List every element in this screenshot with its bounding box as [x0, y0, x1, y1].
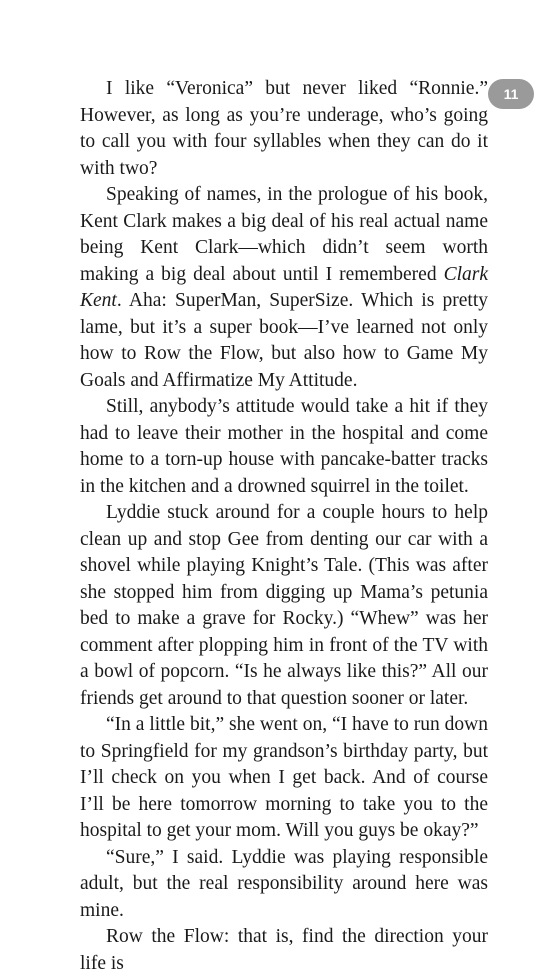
italic-text: Clark Kent: [80, 263, 488, 311]
paragraph: [80, 182, 488, 394]
paragraph: Still, anybody’s attitude would take a hit if they had to leave their mother in the hospital and come home to a torn-up house with pancake-batter tracks in the kitchen and a drowned squirrel in the toilet.: [80, 396, 488, 497]
paragraph: I like “Veronica” but never liked “Ronnie.” However, as long as you’re underage, who’s going to call you with four syllables when they can do it with two?: [80, 78, 488, 179]
paragraph: Lyddie stuck around for a couple hours to help clean up and stop Gee from denting our car with a shovel while playing Knight’s Tale. (This was after she stopped him from digging up Mama’s petunia bed to make a grave for Rocky.) “Whew” was her comment after plopping him in front of the TV with a bowl of popcorn. “Is he always like this?” All our friends get around to that question sooner or later.: [80, 502, 488, 709]
paragraph: “Sure,” I said. Lyddie was playing responsible adult, but the real responsibility around here was mine.: [80, 846, 488, 921]
page-number-badge: 11: [488, 79, 534, 109]
paragraph-text: Speaking of names, in the prologue of his book, Kent Clark makes a big deal of his real actual name being Kent Clark—which didn’t seem worth making a big deal about until I remembered: [80, 184, 488, 285]
body-text: [80, 76, 488, 977]
paragraph-text: . Aha: SuperMan, SuperSize. Which is pretty lame, but it’s a super book—I’ve learned not only how to Row the Flow, but also how to Game My Goals and Affirmatize My Attitude.: [80, 290, 488, 391]
paragraph: Row the Flow: that is, find the direction your life is: [80, 926, 488, 974]
paragraph: “In a little bit,” she went on, “I have to run down to Springfield for my grandson’s birthday party, but I’ll check on you when I get back. And of course I’ll be here tomorrow morning to take you to the hospital to get your mom. Will you guys be okay?”: [80, 714, 488, 841]
